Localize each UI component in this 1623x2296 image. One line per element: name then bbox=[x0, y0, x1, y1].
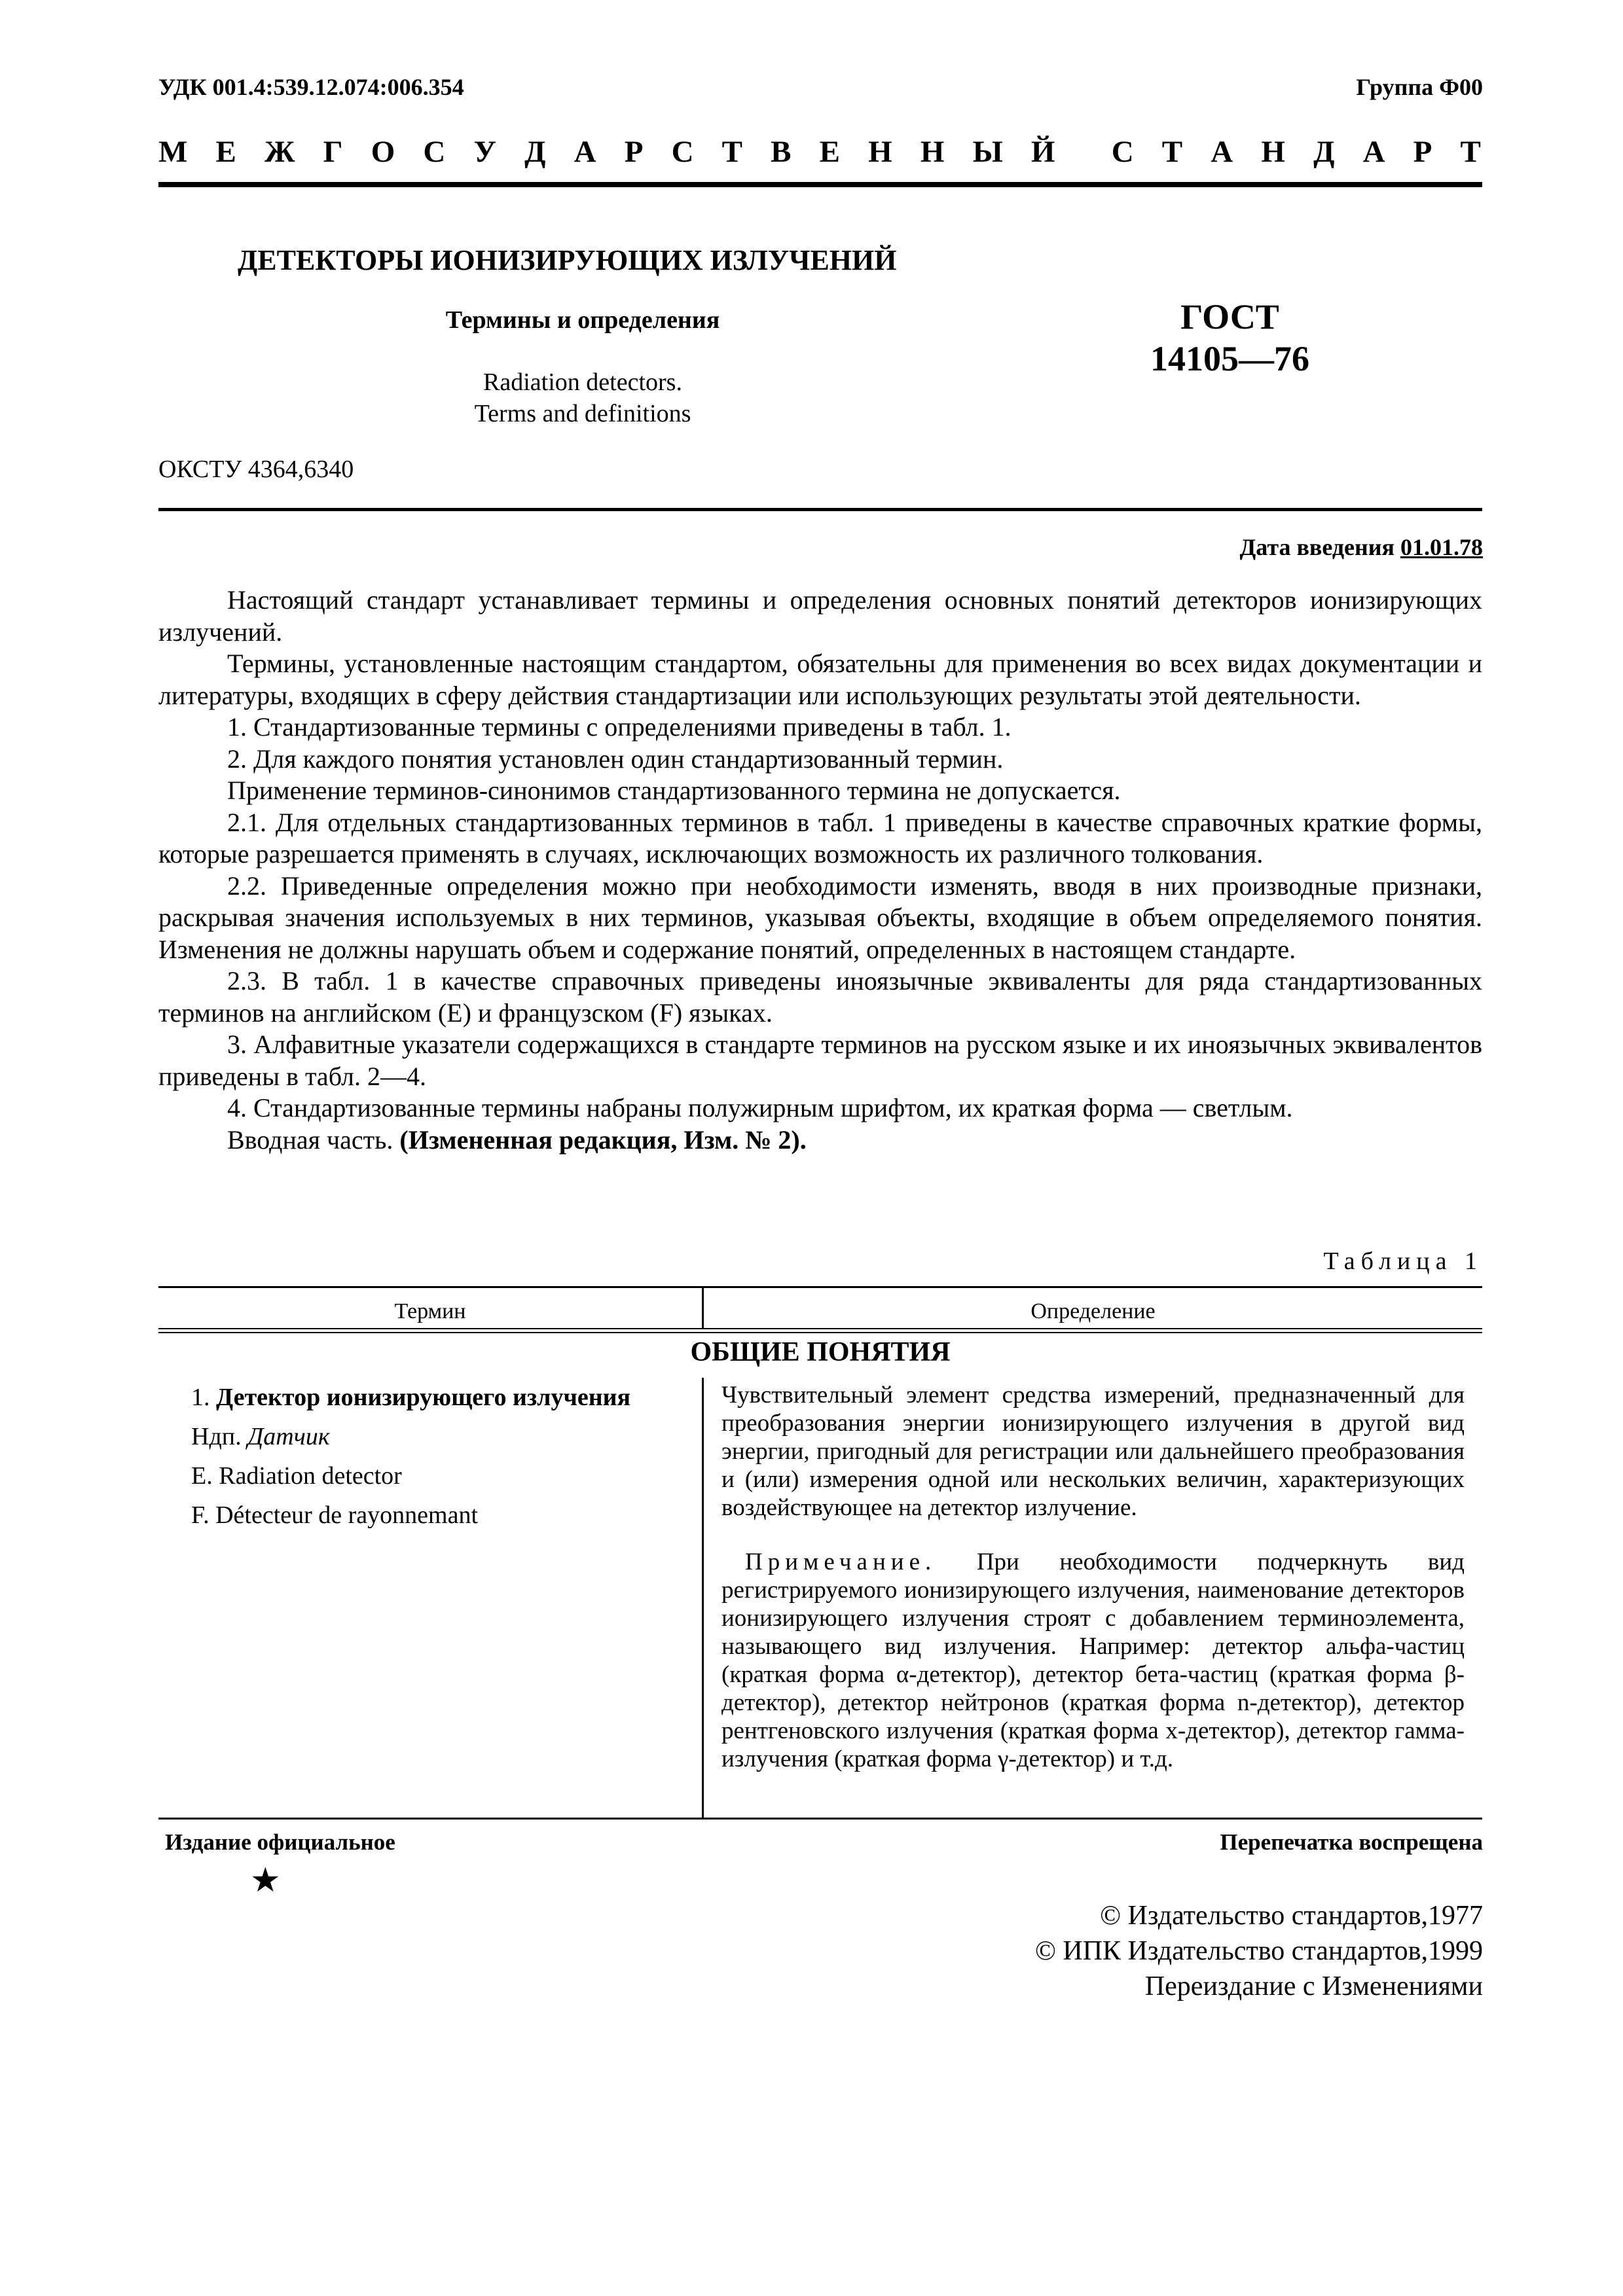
gost-code: 14105—76 bbox=[1150, 339, 1309, 378]
heading-letter: Ы bbox=[972, 135, 1003, 169]
paragraph: 2.2. Приведенные определения можно при необходимости изменять, вводя в них производные признаки, раскрывая значения используемых в них терминов, указывая объекты, входящие в объем определяемого понятия. Изменения не должны нарушать объем и содержание понятий, определенных в настоящем стандарте. bbox=[158, 870, 1482, 964]
term-cell bbox=[191, 1378, 630, 1535]
heading-letter: О bbox=[371, 135, 395, 169]
term-english bbox=[191, 1456, 630, 1496]
heading-letter: Н bbox=[920, 135, 945, 169]
heading-letter: Ж bbox=[264, 135, 295, 169]
header-column-divider bbox=[702, 1286, 704, 1328]
heading-letter: Г bbox=[323, 135, 343, 169]
term-french bbox=[191, 1496, 630, 1535]
header-rule-1 bbox=[158, 1328, 1482, 1329]
paragraph: Применение терминов-синонимов стандартизованного термина не допускается. bbox=[227, 776, 1121, 805]
heading-letter: Й bbox=[1030, 135, 1055, 169]
heading-letter: Р bbox=[624, 135, 644, 169]
heading-letter: А bbox=[1362, 135, 1385, 169]
paragraph: 2.3. В табл. 1 в качестве справочных приведены иноязычные эквиваленты для ряда стандартизованных терминов на английском (E) и французском (F) языках. bbox=[158, 966, 1482, 1028]
paragraph: Термины, установленные настоящим стандартом, обязательны для применения во всех видах документации и литературы, входящих в сферу действия стандартизации или использующих результаты этой деятельности. bbox=[158, 649, 1482, 710]
heading-letter: У bbox=[473, 135, 496, 169]
heading-letter: А bbox=[574, 135, 596, 169]
date-label: Дата введения bbox=[1239, 534, 1395, 560]
note-label: Примечание. bbox=[745, 1549, 937, 1575]
reissue-line: Переиздание с Изменениями bbox=[1144, 1971, 1483, 2001]
heading-letter: Е bbox=[819, 135, 841, 169]
gost-number bbox=[1150, 296, 1309, 380]
copyright-line: © ИПК Издательство стандартов,1999 bbox=[1034, 1936, 1483, 1966]
date-value: 01.01.78 bbox=[1400, 534, 1483, 560]
english-label: E. bbox=[191, 1462, 213, 1490]
heading-letter: М bbox=[158, 135, 188, 169]
term-name: Детектор ионизирующего излучения bbox=[216, 1384, 631, 1411]
revision-note: (Измененная редакция, Изм. № 2). bbox=[399, 1124, 807, 1155]
deprecated-label: Ндп. bbox=[191, 1423, 242, 1450]
heading-letter: Т bbox=[721, 135, 743, 169]
column-header-definition: Определение bbox=[1030, 1299, 1156, 1323]
french-equivalent: Détecteur de rayonnemant bbox=[215, 1501, 479, 1529]
document-subtitle: Термины и определения bbox=[445, 306, 720, 334]
heading-letter: А bbox=[1211, 135, 1233, 169]
english-title bbox=[0, 367, 1165, 429]
heading-letter: Р bbox=[1413, 135, 1432, 169]
table-bottom-rule bbox=[158, 1818, 1482, 1820]
table-top-rule bbox=[158, 1286, 1482, 1288]
heading-letter: С bbox=[671, 135, 694, 169]
heading-letter: Д bbox=[1313, 135, 1335, 169]
heading-letter: Е bbox=[215, 135, 236, 169]
heading-letter: С bbox=[1111, 135, 1134, 169]
paragraph: Настоящий стандарт устанавливает термины и определения основных понятий детекторов ионизирующих излучений. bbox=[158, 585, 1482, 647]
header-rule bbox=[158, 182, 1482, 187]
copyright-line: © Издательство стандартов,1977 bbox=[1100, 1901, 1483, 1931]
header-rule-2 bbox=[158, 1332, 1482, 1333]
group-code: Группа Ф00 bbox=[1356, 74, 1483, 100]
heading-letter: Н bbox=[1261, 135, 1285, 169]
interstate-standard-heading bbox=[158, 134, 1481, 170]
official-edition: Издание официальное bbox=[165, 1829, 395, 1855]
definition-note bbox=[721, 1548, 1465, 1773]
paragraph: 2.1. Для отдельных стандартизованных терминов в табл. 1 приведены в качестве справочных краткие формы, которые разрешается применять в случаях, исключающих возможность их различного толкования. bbox=[158, 807, 1482, 869]
okstu-code: ОКСТУ 4364,6340 bbox=[158, 456, 354, 483]
heading-letter: С bbox=[423, 135, 446, 169]
introduction-text bbox=[158, 584, 1482, 1156]
heading-letter: Т bbox=[1460, 135, 1481, 169]
heading-letter: Н bbox=[868, 135, 892, 169]
title-rule bbox=[158, 508, 1482, 511]
document-title: ДЕТЕКТОРЫ ИОНИЗИРУЮЩИХ ИЗЛУЧЕНИЙ bbox=[238, 244, 897, 276]
paragraph bbox=[158, 1124, 1482, 1157]
paragraph: 1. Стандартизованные термины с определениями приведены в табл. 1. bbox=[227, 712, 1012, 742]
term-number: 1. bbox=[191, 1384, 210, 1411]
paragraph-text: Вводная часть. bbox=[227, 1124, 393, 1155]
udk-code: УДК 001.4:539.12.074:006.354 bbox=[158, 74, 464, 100]
definition-text: Чувствительный элемент средства измерений, предназначенный для преобразования энергии ионизирующего излучения в другой вид энергии, пригодный для регистрации или дальнейшего преобразования и (или) измерения одной или нескольких величин, характеризующих воздействующее на детектор излучение. bbox=[721, 1382, 1465, 1521]
heading-letter: Т bbox=[1161, 135, 1183, 169]
term-deprecated bbox=[191, 1417, 630, 1456]
reprint-prohibited: Перепечатка воспрещена bbox=[1220, 1829, 1483, 1855]
english-title-line: Radiation detectors. bbox=[483, 368, 682, 396]
term-main bbox=[191, 1378, 630, 1417]
english-title-line: Terms and definitions bbox=[474, 400, 691, 427]
copyright-block bbox=[1035, 1898, 1483, 2004]
star-icon: ★ bbox=[250, 1862, 281, 1899]
table-label: Таблица 1 bbox=[1323, 1247, 1483, 1275]
gost-label: ГОСТ bbox=[1180, 297, 1279, 336]
french-label: F. bbox=[191, 1501, 210, 1529]
terms-table bbox=[158, 1286, 1482, 1820]
section-title: ОБЩИЕ ПОНЯТИЯ bbox=[690, 1337, 951, 1367]
paragraph: 2. Для каждого понятия установлен один стандартизованный термин. bbox=[227, 744, 1004, 774]
note-text: При необходимости подчеркнуть вид регистрируемого ионизирующего излучения, наименование детекторов ионизирующего излучения строят с добавлением терминоэлемента, называющего вид излучения. Например: детектор альфа-частиц (краткая форма α-детектор), детектор бета-частиц (краткая форма β-детектор), детектор нейтронов (краткая форма n-детектор), детектор рентгеновского излучения (краткая форма x-детектор), детектор гамма-излучения (краткая форма γ-детектор) и т.д. bbox=[721, 1549, 1465, 1772]
column-divider bbox=[702, 1378, 704, 1820]
heading-letter: Д bbox=[524, 135, 546, 169]
heading-letter: В bbox=[771, 135, 792, 169]
english-equivalent: Radiation detector bbox=[219, 1462, 402, 1490]
paragraph: 4. Стандартизованные термины набраны полужирным шрифтом, их краткая форма — светлым. bbox=[227, 1093, 1293, 1122]
column-header-term: Термин bbox=[394, 1299, 466, 1323]
deprecated-value: Датчик bbox=[247, 1423, 330, 1450]
paragraph: 3. Алфавитные указатели содержащихся в стандарте терминов на русском языке и их иноязычных эквивалентов приведены в табл. 2—4. bbox=[158, 1030, 1482, 1091]
introduction-date bbox=[1240, 533, 1484, 561]
